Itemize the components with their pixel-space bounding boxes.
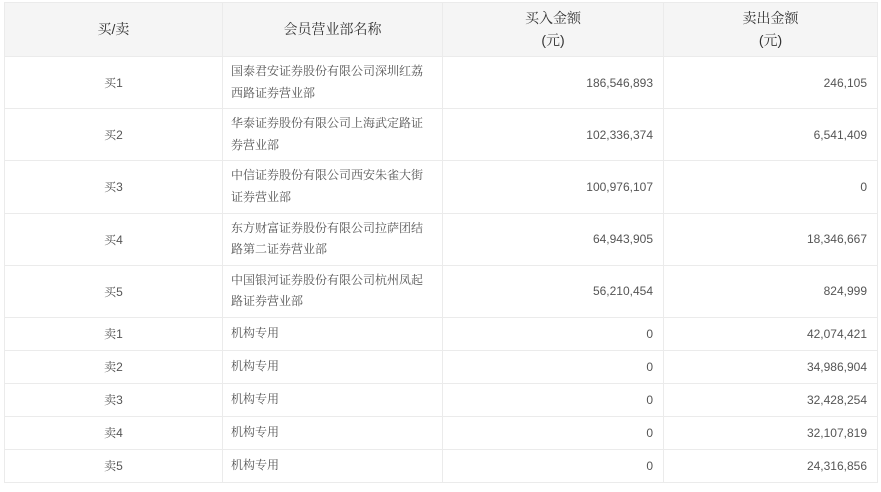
side-cell: 买4 (5, 213, 223, 265)
column-header-buy-sell (5, 3, 223, 57)
side-cell: 卖2 (5, 350, 223, 383)
sell-amount-cell: 24,316,856 (664, 449, 878, 482)
side-cell: 卖4 (5, 416, 223, 449)
side-cell: 卖3 (5, 383, 223, 416)
table-row-sell4 (5, 416, 878, 449)
column-header-label: 卖出金额 (742, 9, 799, 26)
buy-amount-cell: 64,943,905 (443, 213, 664, 265)
column-header-label: 买入金额 (525, 9, 581, 26)
broker-name-cell: 机构专用 (223, 416, 443, 449)
broker-name-cell: 国泰君安证券股份有限公司深圳红荔西路证券营业部 (223, 57, 443, 109)
broker-name-cell: 中信证券股份有限公司西安朱雀大街证券营业部 (223, 161, 443, 213)
column-header-label: 买/卖 (97, 20, 130, 37)
buy-amount-cell: 102,336,374 (443, 109, 664, 161)
broker-name-cell: 机构专用 (223, 350, 443, 383)
table-header-row (5, 3, 878, 57)
buy-amount-cell: 0 (443, 317, 664, 350)
sell-amount-cell: 0 (664, 161, 878, 213)
buy-amount-cell: 0 (443, 383, 664, 416)
side-cell: 卖5 (5, 449, 223, 482)
table-row-buy5 (5, 265, 878, 317)
side-cell: 买3 (5, 161, 223, 213)
broker-name-cell: 华泰证券股份有限公司上海武定路证券营业部 (223, 109, 443, 161)
table-row-buy1 (5, 57, 878, 109)
side-cell: 买2 (5, 109, 223, 161)
table-row-buy3 (5, 161, 878, 213)
broker-name-cell: 机构专用 (223, 317, 443, 350)
broker-trading-table-container (4, 2, 877, 483)
broker-name-cell: 机构专用 (223, 383, 443, 416)
broker-name-cell: 东方财富证券股份有限公司拉萨团结路第二证券营业部 (223, 213, 443, 265)
sell-amount-cell: 6,541,409 (664, 109, 878, 161)
sell-amount-cell: 34,986,904 (664, 350, 878, 383)
sell-amount-cell: 42,074,421 (664, 317, 878, 350)
sell-amount-cell: 32,107,819 (664, 416, 878, 449)
table-row-sell2 (5, 350, 878, 383)
buy-amount-cell: 186,546,893 (443, 57, 664, 109)
column-header-sub-unit: (元) (758, 31, 783, 48)
column-header-sub-unit: (元) (541, 31, 565, 48)
buy-amount-cell: 100,976,107 (443, 161, 664, 213)
sell-amount-cell: 246,105 (664, 57, 878, 109)
column-header-buy-amount (443, 3, 664, 57)
column-header-label: 会员营业部名称 (283, 20, 382, 37)
side-cell: 买5 (5, 265, 223, 317)
column-header-broker-name (223, 3, 443, 57)
buy-amount-cell: 56,210,454 (443, 265, 664, 317)
buy-amount-cell: 0 (443, 449, 664, 482)
broker-name-cell: 中国银河证券股份有限公司杭州凤起路证券营业部 (223, 265, 443, 317)
buy-amount-cell: 0 (443, 350, 664, 383)
broker-trading-table (4, 2, 878, 483)
buy-amount-cell: 0 (443, 416, 664, 449)
side-cell: 买1 (5, 57, 223, 109)
table-row-buy2 (5, 109, 878, 161)
broker-name-cell: 机构专用 (223, 449, 443, 482)
column-header-sell-amount (664, 3, 878, 57)
table-row-sell1 (5, 317, 878, 350)
sell-amount-cell: 824,999 (664, 265, 878, 317)
table-row-sell3 (5, 383, 878, 416)
side-cell: 卖1 (5, 317, 223, 350)
table-row-buy4 (5, 213, 878, 265)
sell-amount-cell: 18,346,667 (664, 213, 878, 265)
table-row-sell5 (5, 449, 878, 482)
sell-amount-cell: 32,428,254 (664, 383, 878, 416)
